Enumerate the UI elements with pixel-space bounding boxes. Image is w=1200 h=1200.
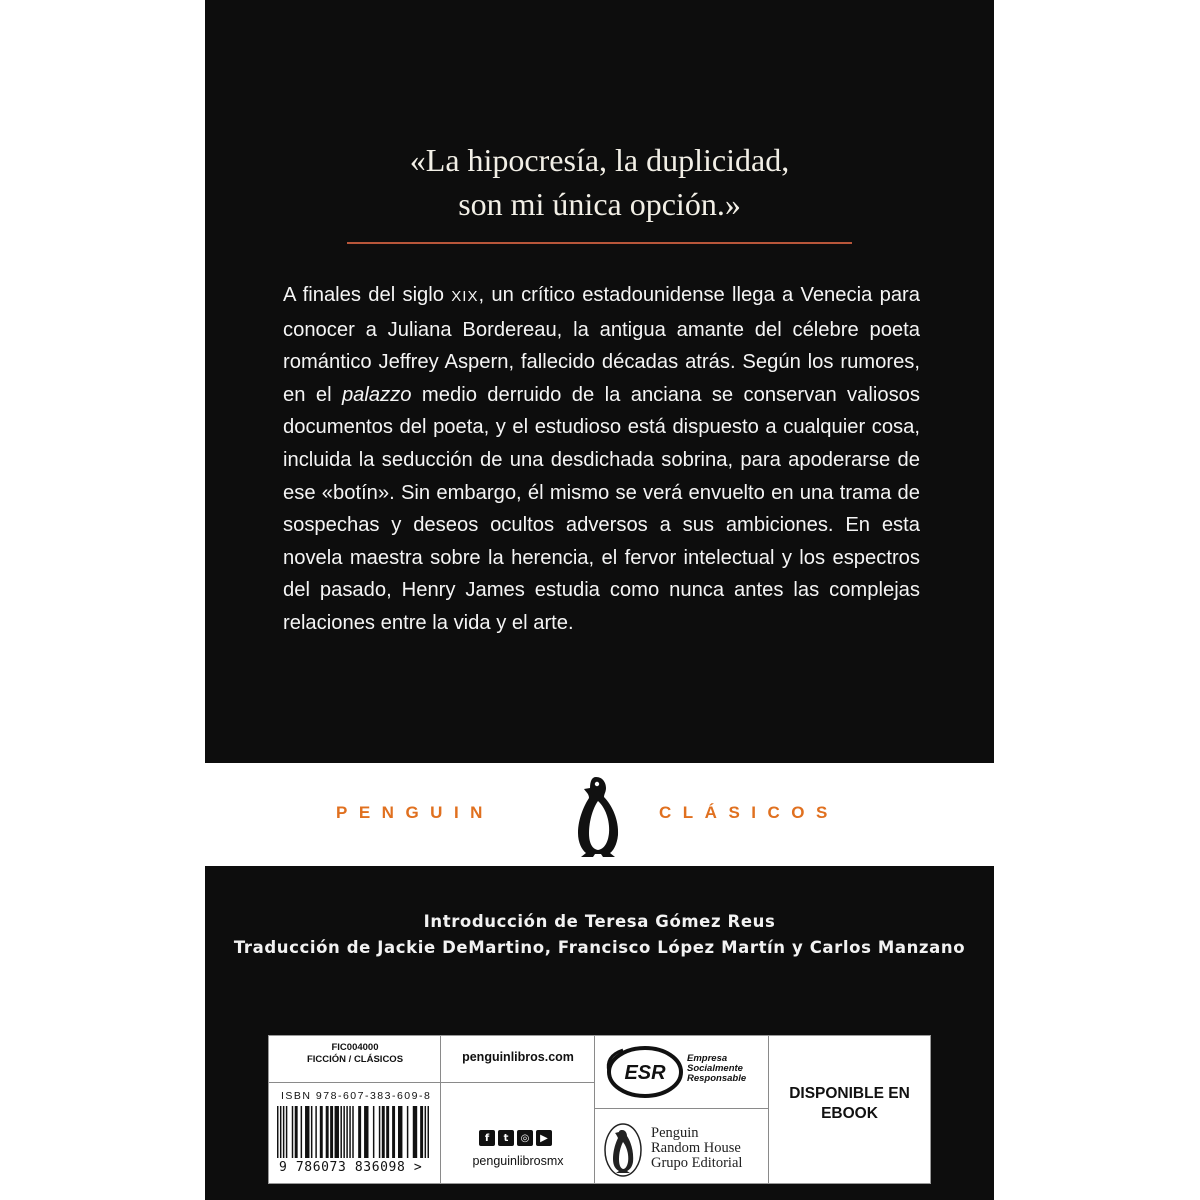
barcode-bar xyxy=(398,1106,402,1158)
logos-divider xyxy=(595,1108,768,1109)
barcode-bar xyxy=(295,1106,298,1158)
ebook-line-2: EBOOK xyxy=(821,1105,878,1122)
barcode-bar xyxy=(277,1106,278,1158)
barcode-bar xyxy=(305,1106,309,1158)
esr-label-line-3: Responsable xyxy=(687,1073,747,1084)
synopsis-italic-word: palazzo xyxy=(341,383,412,406)
synopsis-part-3: medio derruido de la anciana se conservan valiosos documentos del poeta, y el estudioso está dispuesto a cualquier cosa, incluida la seducción de una desdichada sobrina, para apoderarse de ese «botín». Sin embargo, él mismo se verá envuelto en una trama de sospechas y deseos ocultos adversos a sus ambiciones. En esta novela maestra sobre la herencia, el fervor intelectual y los espectros del pasado, Henry James estudia como nunca antes las complejas relaciones entre la vida y el arte. xyxy=(283,383,920,634)
barcode-bar xyxy=(379,1106,380,1158)
esr-logo xyxy=(601,1042,685,1102)
barcode-bar xyxy=(286,1106,287,1158)
pull-quote-line-2: son mi única opción.» xyxy=(458,186,741,222)
series-band xyxy=(205,763,994,866)
barcode-bar xyxy=(315,1106,316,1158)
instagram-icon[interactable]: ◎ xyxy=(517,1130,533,1146)
esr-label-line-1: Empresa xyxy=(687,1053,728,1064)
publisher-name xyxy=(651,1126,742,1171)
barcode-bar xyxy=(373,1106,374,1158)
barcode-bar xyxy=(335,1106,339,1158)
barcode-bar xyxy=(392,1106,395,1158)
barcode-bar xyxy=(311,1106,312,1158)
bisac-block xyxy=(275,1042,435,1066)
barcode-bar xyxy=(340,1106,341,1158)
quote-divider xyxy=(347,242,852,244)
facebook-icon[interactable]: f xyxy=(479,1130,495,1146)
pull-quote xyxy=(205,138,994,226)
barcode-bar xyxy=(358,1106,361,1158)
barcode-bar xyxy=(382,1106,385,1158)
barcode-bar xyxy=(280,1106,281,1158)
penguin-icon xyxy=(572,773,624,861)
publisher-line-3: Grupo Editorial xyxy=(651,1155,743,1171)
series-name-left: PENGUIN xyxy=(336,803,494,822)
barcode-bar xyxy=(420,1106,423,1158)
ebook-availability xyxy=(769,1084,930,1124)
barcode-bar xyxy=(364,1106,368,1158)
isbn-number: ISBN 978-607-383-609-8 xyxy=(281,1090,432,1102)
social-icons xyxy=(479,1130,552,1146)
twitter-icon[interactable]: t xyxy=(498,1130,514,1146)
barcode-bar xyxy=(349,1106,350,1158)
barcode-bar xyxy=(343,1106,344,1158)
barcode-divider xyxy=(269,1082,440,1083)
youtube-icon[interactable]: ▶ xyxy=(536,1130,552,1146)
barcode-bar xyxy=(352,1106,353,1158)
prh-penguin-logo xyxy=(603,1122,643,1178)
barcode-bar xyxy=(320,1106,323,1158)
barcode-bar xyxy=(326,1106,329,1158)
barcode-digits: 9 786073 836098 > xyxy=(279,1160,423,1175)
barcode-bar xyxy=(346,1106,347,1158)
barcode-bar xyxy=(428,1106,429,1158)
esr-label-line-2: Socialmente xyxy=(687,1063,743,1074)
bisac-code: FIC004000 xyxy=(331,1042,379,1053)
logos-cell xyxy=(595,1036,769,1183)
web-cell xyxy=(441,1036,595,1183)
barcode-bar xyxy=(283,1106,284,1158)
social-handle[interactable]: penguinlibrosmx xyxy=(472,1154,564,1168)
barcode-bar xyxy=(330,1106,333,1158)
barcode-bar xyxy=(413,1106,417,1158)
publisher-line-2: Random House xyxy=(651,1140,741,1156)
pull-quote-line-1: «La hipocresía, la duplicidad, xyxy=(409,142,790,178)
publisher-info-panel xyxy=(268,1035,931,1184)
bisac-category: FICCIÓN / CLÁSICOS xyxy=(306,1054,404,1065)
ebook-cell xyxy=(769,1036,930,1183)
series-name-right: CLÁSICOS xyxy=(659,803,839,822)
synopsis-text xyxy=(283,279,920,640)
synopsis-century: XIX xyxy=(451,288,479,305)
esr-badge-text: ESR xyxy=(624,1062,666,1084)
barcode-cell xyxy=(269,1036,441,1183)
barcode-bar xyxy=(292,1106,293,1158)
synopsis-part-2: , un crítico estadounidense llega a Venecia para conocer a Juliana Bordereau, la antigua amante del célebre poeta romántico Jeffrey Aspern, fallecido décadas atrás. Según los rumores, en el xyxy=(283,284,920,406)
translation-credit: Traducción de Jackie DeMartino, Francisco López Martín y Carlos Manzano xyxy=(233,938,966,957)
back-cover-upper-panel xyxy=(205,0,994,763)
introduction-credit: Introducción de Teresa Gómez Reus xyxy=(423,912,776,931)
barcode-bar xyxy=(407,1106,408,1158)
website-link[interactable]: penguinlibros.com xyxy=(462,1050,574,1064)
barcode-bar xyxy=(301,1106,302,1158)
esr-label xyxy=(687,1054,746,1084)
web-divider xyxy=(441,1082,594,1083)
publisher-line-1: Penguin xyxy=(651,1125,699,1141)
ebook-line-1: DISPONIBLE EN xyxy=(789,1085,910,1102)
synopsis-part-1: A finales del siglo xyxy=(283,284,452,306)
barcode-bar xyxy=(425,1106,426,1158)
barcode-bar xyxy=(386,1106,389,1158)
barcode xyxy=(275,1106,435,1158)
